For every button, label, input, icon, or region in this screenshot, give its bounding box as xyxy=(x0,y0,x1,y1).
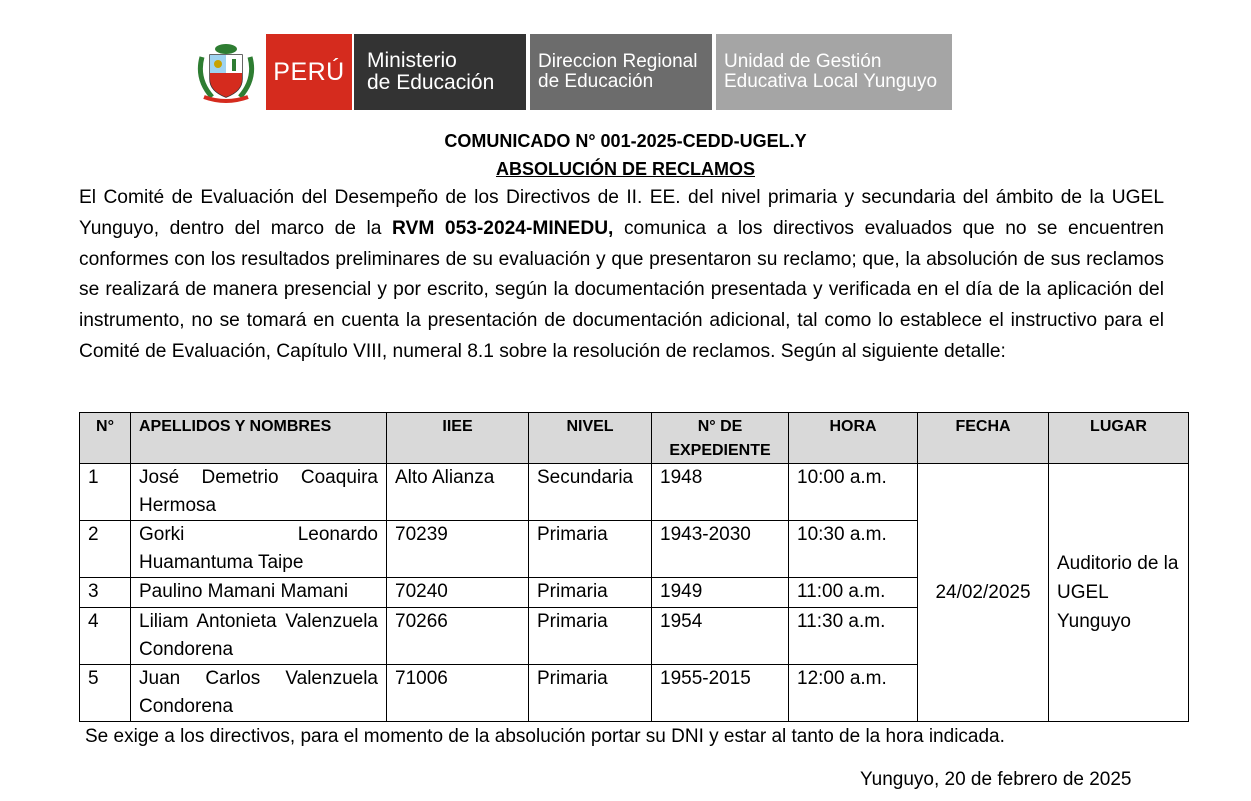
cell-nivel: Primaria xyxy=(529,578,652,608)
header-n: N° xyxy=(80,413,131,464)
place-and-date: Yunguyo, 20 de febrero de 2025 xyxy=(860,769,1132,790)
ministry-line-1: Ministerio xyxy=(367,49,457,72)
cell-lugar: Auditorio de la UGEL Yunguyo xyxy=(1049,464,1189,722)
regional-direction-label xyxy=(530,34,712,110)
regional-line-2: de Educación xyxy=(538,71,654,92)
cell-fecha: 24/02/2025 xyxy=(918,464,1049,722)
cell-nivel: Primaria xyxy=(529,521,652,578)
cell-hora: 11:30 a.m. xyxy=(789,608,918,665)
cell-n: 1 xyxy=(80,464,131,521)
cell-name: Liliam Antonieta Valenzuela Condorena xyxy=(131,608,387,665)
header-iiee: IIEE xyxy=(387,413,529,464)
cell-expediente: 1954 xyxy=(652,608,789,665)
header-name: APELLIDOS Y NOMBRES xyxy=(131,413,387,464)
paragraph-part-2: comunica a los directivos evaluados que no se encuentren conformes con los resultados preliminares de su evaluación y que presentaron su reclamo; que, la absolución de sus reclamos se realizará de manera presencial y por escrito, según la documentación presentada y verificada en el día de la aplicación del instrumento, no se tomará en cuenta la presentación de documentación adicional, tal como lo establece el instructivo para el Comité de Evaluación, Capítulo VIII, numeral 8.1 sobre la resolución de reclamos. Según al siguiente detalle: xyxy=(79,217,1164,362)
requirement-note: Se exige a los directivos, para el momento de la absolución portar su DNI y estar al tanto de la hora indicada. xyxy=(85,726,1005,747)
header-hora: HORA xyxy=(789,413,918,464)
header-lugar: LUGAR xyxy=(1049,413,1189,464)
cell-hora: 12:00 a.m. xyxy=(789,665,918,722)
table-row xyxy=(80,464,1189,521)
ugel-label xyxy=(716,34,952,110)
cell-expediente: 1955-2015 xyxy=(652,665,789,722)
coat-of-arms-icon xyxy=(186,34,266,110)
header-fecha: FECHA xyxy=(918,413,1049,464)
document-subtitle xyxy=(0,159,1251,180)
cell-iiee: 70240 xyxy=(387,578,529,608)
paragraph-bold-reference: RVM 053-2024-MINEDU, xyxy=(392,217,614,239)
ministry-label xyxy=(354,34,526,110)
cell-hora: 10:30 a.m. xyxy=(789,521,918,578)
cell-expediente: 1948 xyxy=(652,464,789,521)
body-paragraph xyxy=(79,183,1164,368)
cell-name: Juan Carlos Valenzuela Condorena xyxy=(131,665,387,722)
subtitle-text: ABSOLUCIÓN DE RECLAMOS xyxy=(495,159,755,179)
paragraph-part-1: El Comité de Evaluación del Desempeño de los Directivos de II. EE. del nivel primaria y secundaria del ámbito de la UGEL Yunguyo, dentro del marco de la xyxy=(79,187,1164,239)
peru-label: PERÚ xyxy=(266,34,352,110)
cell-nivel: Secundaria xyxy=(529,464,652,521)
header-expediente: N° DE EXPEDIENTE xyxy=(652,413,789,464)
cell-iiee: Alto Alianza xyxy=(387,464,529,521)
cell-n: 3 xyxy=(80,578,131,608)
cell-nivel: Primaria xyxy=(529,665,652,722)
cell-hora: 10:00 a.m. xyxy=(789,464,918,521)
cell-hora: 11:00 a.m. xyxy=(789,578,918,608)
cell-n: 4 xyxy=(80,608,131,665)
cell-iiee: 70239 xyxy=(387,521,529,578)
schedule-table xyxy=(79,412,1189,722)
cell-n: 5 xyxy=(80,665,131,722)
cell-n: 2 xyxy=(80,521,131,578)
cell-iiee: 71006 xyxy=(387,665,529,722)
table-header-row xyxy=(80,413,1189,464)
cell-nivel: Primaria xyxy=(529,608,652,665)
cell-iiee: 70266 xyxy=(387,608,529,665)
header-banner xyxy=(186,34,952,110)
header-nivel: NIVEL xyxy=(529,413,652,464)
cell-name: Gorki Leonardo Huamantuma Taipe xyxy=(131,521,387,578)
regional-line-1: Direccion Regional xyxy=(538,51,698,72)
cell-name: Paulino Mamani Mamani xyxy=(131,578,387,608)
cell-name: José Demetrio Coaquira Hermosa xyxy=(131,464,387,521)
ministry-line-2: de Educación xyxy=(367,71,495,94)
cell-expediente: 1943-2030 xyxy=(652,521,789,578)
ugel-line-2: Educativa Local Yunguyo xyxy=(724,71,938,92)
ugel-line-1: Unidad de Gestión xyxy=(724,51,882,72)
document-title: COMUNICADO N° 001-2025-CEDD-UGEL.Y xyxy=(444,131,807,151)
cell-expediente: 1949 xyxy=(652,578,789,608)
